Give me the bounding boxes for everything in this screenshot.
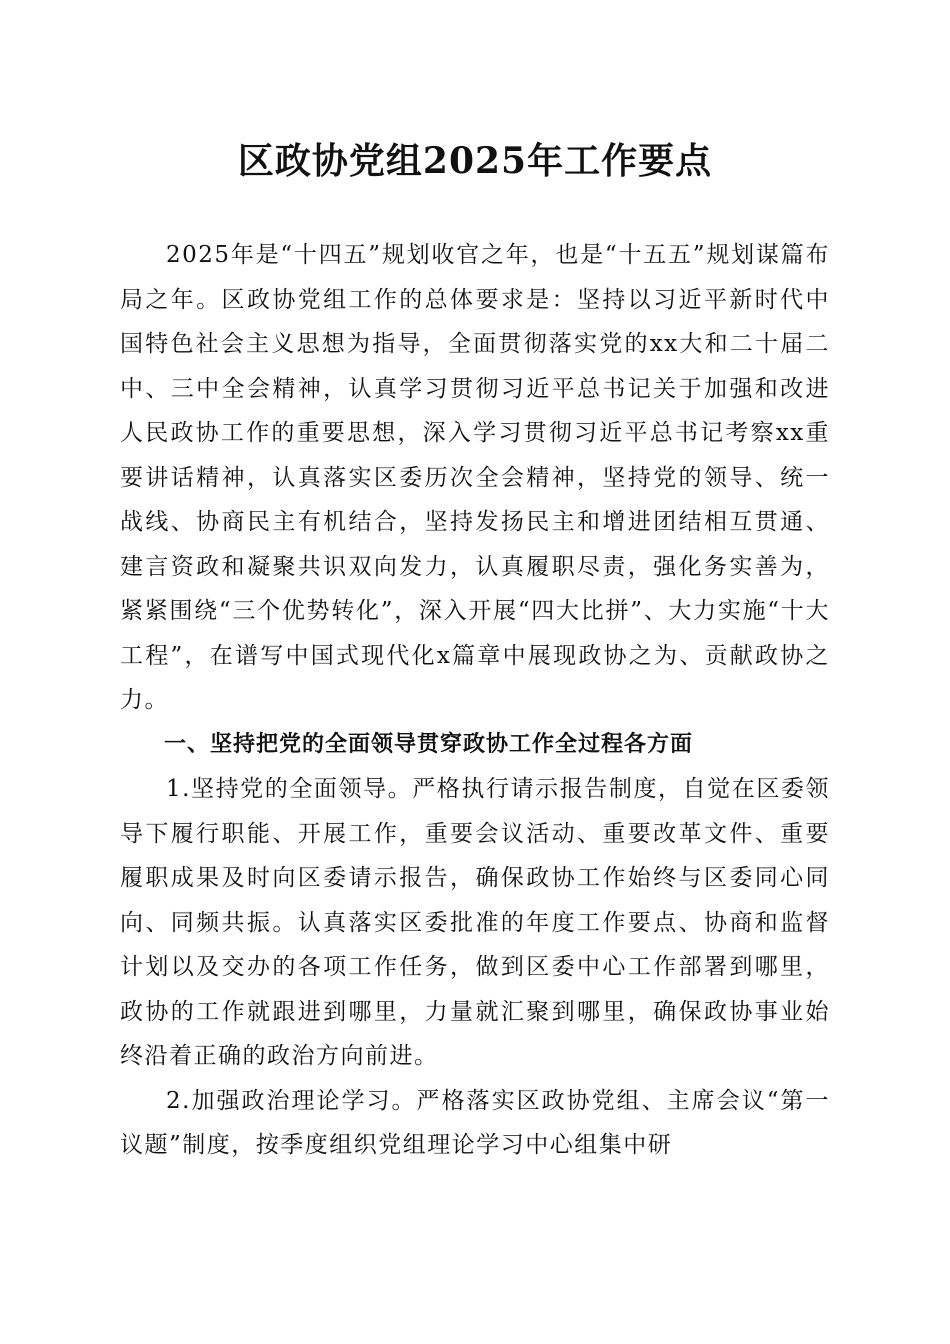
- intro-paragraph: 2025年是“十四五”规划收官之年，也是“十五五”规划谋篇布局之年。区政协党组工作的总体要求是：坚持以习近平新时代中国特色社会主义思想为指导，全面贯彻落实党的xx大和二十届二中、三中全会精神，认真学习贯彻习近平总书记关于加强和改进人民政协工作的重要思想，深入学习贯彻习近平总书记考察xx重要讲话精神，认真落实区委历次全会精神，坚持党的领导、统一战线、协商民主有机结合，坚持发扬民主和增进团结相互贯通、建言资政和凝聚共识双向发力，认真履职尽责，强化务实善为，紧紧围绕“三个优势转化”，深入开展“四大比拼”、大力实施“十大工程”，在谱写中国式现代化x篇章中展现政协之为、贡献政协之力。: [120, 242, 830, 713]
- document-title: 区政协党组2025年工作要点: [237, 140, 713, 182]
- section-1-item-1: 1.坚持党的全面领导。严格执行请示报告制度，自觉在区委领导下履行职能、开展工作，重要会议活动、重要改革文件、重要履职成果及时向区委请示报告，确保政协工作始终与区委同心同向、同频共振。认真落实区委批准的年度工作要点、协商和监督计划以及交办的各项工作任务，做到区委中心工作部署到哪里，政协的工作就跟进到哪里，力量就汇聚到哪里，确保政协事业始终沿着正确的政治方向前进。: [120, 776, 830, 1069]
- document-body: [120, 233, 830, 1168]
- section-heading-1: 一、坚持把党的全面领导贯穿政协工作全过程各方面: [164, 731, 694, 757]
- section-1-item-2: 2.加强政治理论学习。严格落实区政协党组、主席会议“第一议题”制度，按季度组织党组理论学习中心组集中研: [120, 1087, 830, 1158]
